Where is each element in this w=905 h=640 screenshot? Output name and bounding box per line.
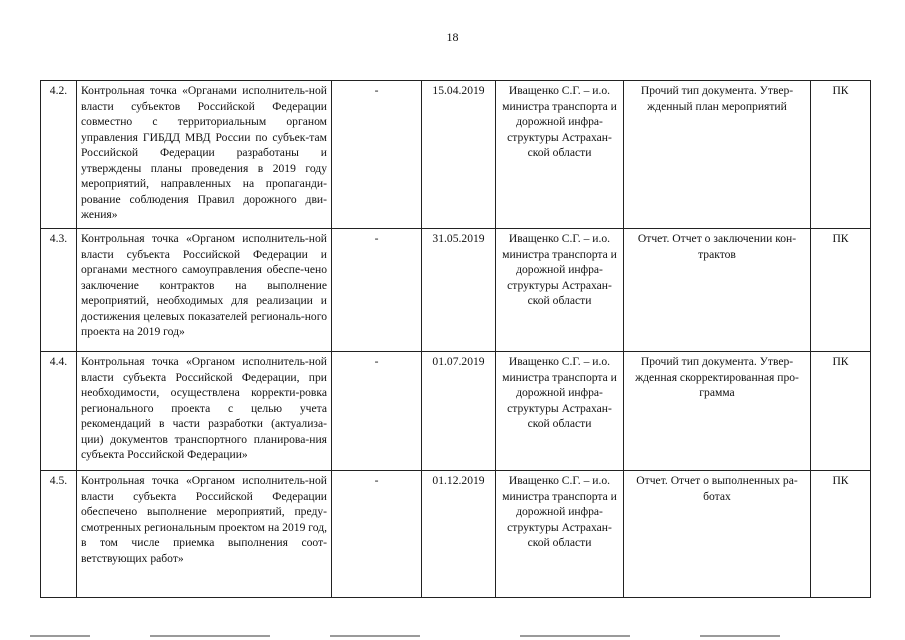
deadline-date: 15.04.2019 <box>422 81 496 229</box>
plan-start-cell: - <box>332 352 422 471</box>
page-number: 18 <box>446 30 459 44</box>
plan-start-cell: - <box>332 81 422 229</box>
responsible-person: Иващенко С.Г. – и.о. министра транспорта и дорожной инфра-структуры Астрахан-ской области <box>496 352 624 471</box>
table-row <box>41 471 871 598</box>
row-number: 4.5. <box>41 471 77 598</box>
control-points-table <box>40 80 871 598</box>
result-document: Отчет. Отчет о заключении кон-трактов <box>624 229 811 352</box>
control-point-description: Контрольная точка «Органом исполнитель-ной власти субъекта Российской Федерации обеспечено выполнение мероприятий, преду-смотренных региональным проектом на 2019 год, в том числе приемка выполнения соот-ветствующих работ» <box>77 471 332 598</box>
control-point-description: Контрольная точка «Органами исполнитель-ной власти субъектов Российской Федерации совместно с территориальным органом управления ГИБДД МВД России по субъек-там Российской Федерации разработаны и утверждены планы проведения в 2019 году мероприятий, направленных на пропаганди-рование соблюдения Правил дорожного дви-жения» <box>77 81 332 229</box>
table-row <box>41 81 871 229</box>
result-document: Прочий тип документа. Утвер-жденная скорректированная про-грамма <box>624 352 811 471</box>
control-point-description: Контрольная точка «Органом исполнитель-ной власти субъекта Российской Федерации и органами местного самоуправления обеспе-чено заключение контрактов на выполнение мероприятий, необходимых для реализации и достижения целевых показателей региональ-ного проекта на 2019 год» <box>77 229 332 352</box>
deadline-date: 31.05.2019 <box>422 229 496 352</box>
control-level: ПК <box>811 229 871 352</box>
table-row <box>41 352 871 471</box>
result-document: Отчет. Отчет о выполненных ра-ботах <box>624 471 811 598</box>
control-level: ПК <box>811 471 871 598</box>
next-page-edge <box>0 633 905 640</box>
deadline-date: 01.12.2019 <box>422 471 496 598</box>
responsible-person: Иващенко С.Г. – и.о. министра транспорта и дорожной инфра-структуры Астрахан-ской области <box>496 229 624 352</box>
row-number: 4.3. <box>41 229 77 352</box>
table-row <box>41 229 871 352</box>
responsible-person: Иващенко С.Г. – и.о. министра транспорта и дорожной инфра-структуры Астрахан-ской области <box>496 81 624 229</box>
deadline-date: 01.07.2019 <box>422 352 496 471</box>
result-document: Прочий тип документа. Утвер-жденный план мероприятий <box>624 81 811 229</box>
row-number: 4.4. <box>41 352 77 471</box>
control-level: ПК <box>811 352 871 471</box>
responsible-person: Иващенко С.Г. – и.о. министра транспорта и дорожной инфра-структуры Астрахан-ской области <box>496 471 624 598</box>
control-point-description: Контрольная точка «Органом исполнитель-ной власти субъекта Российской Федерации, при необходимости, осуществлена корректи-ровка регионального проекта с целью учета рекомендаций в части разработки (актуализа-ции) документов транспортного планирова-ния субъекта Российской Федерации» <box>77 352 332 471</box>
plan-start-cell: - <box>332 471 422 598</box>
row-number: 4.2. <box>41 81 77 229</box>
control-level: ПК <box>811 81 871 229</box>
plan-start-cell: - <box>332 229 422 352</box>
